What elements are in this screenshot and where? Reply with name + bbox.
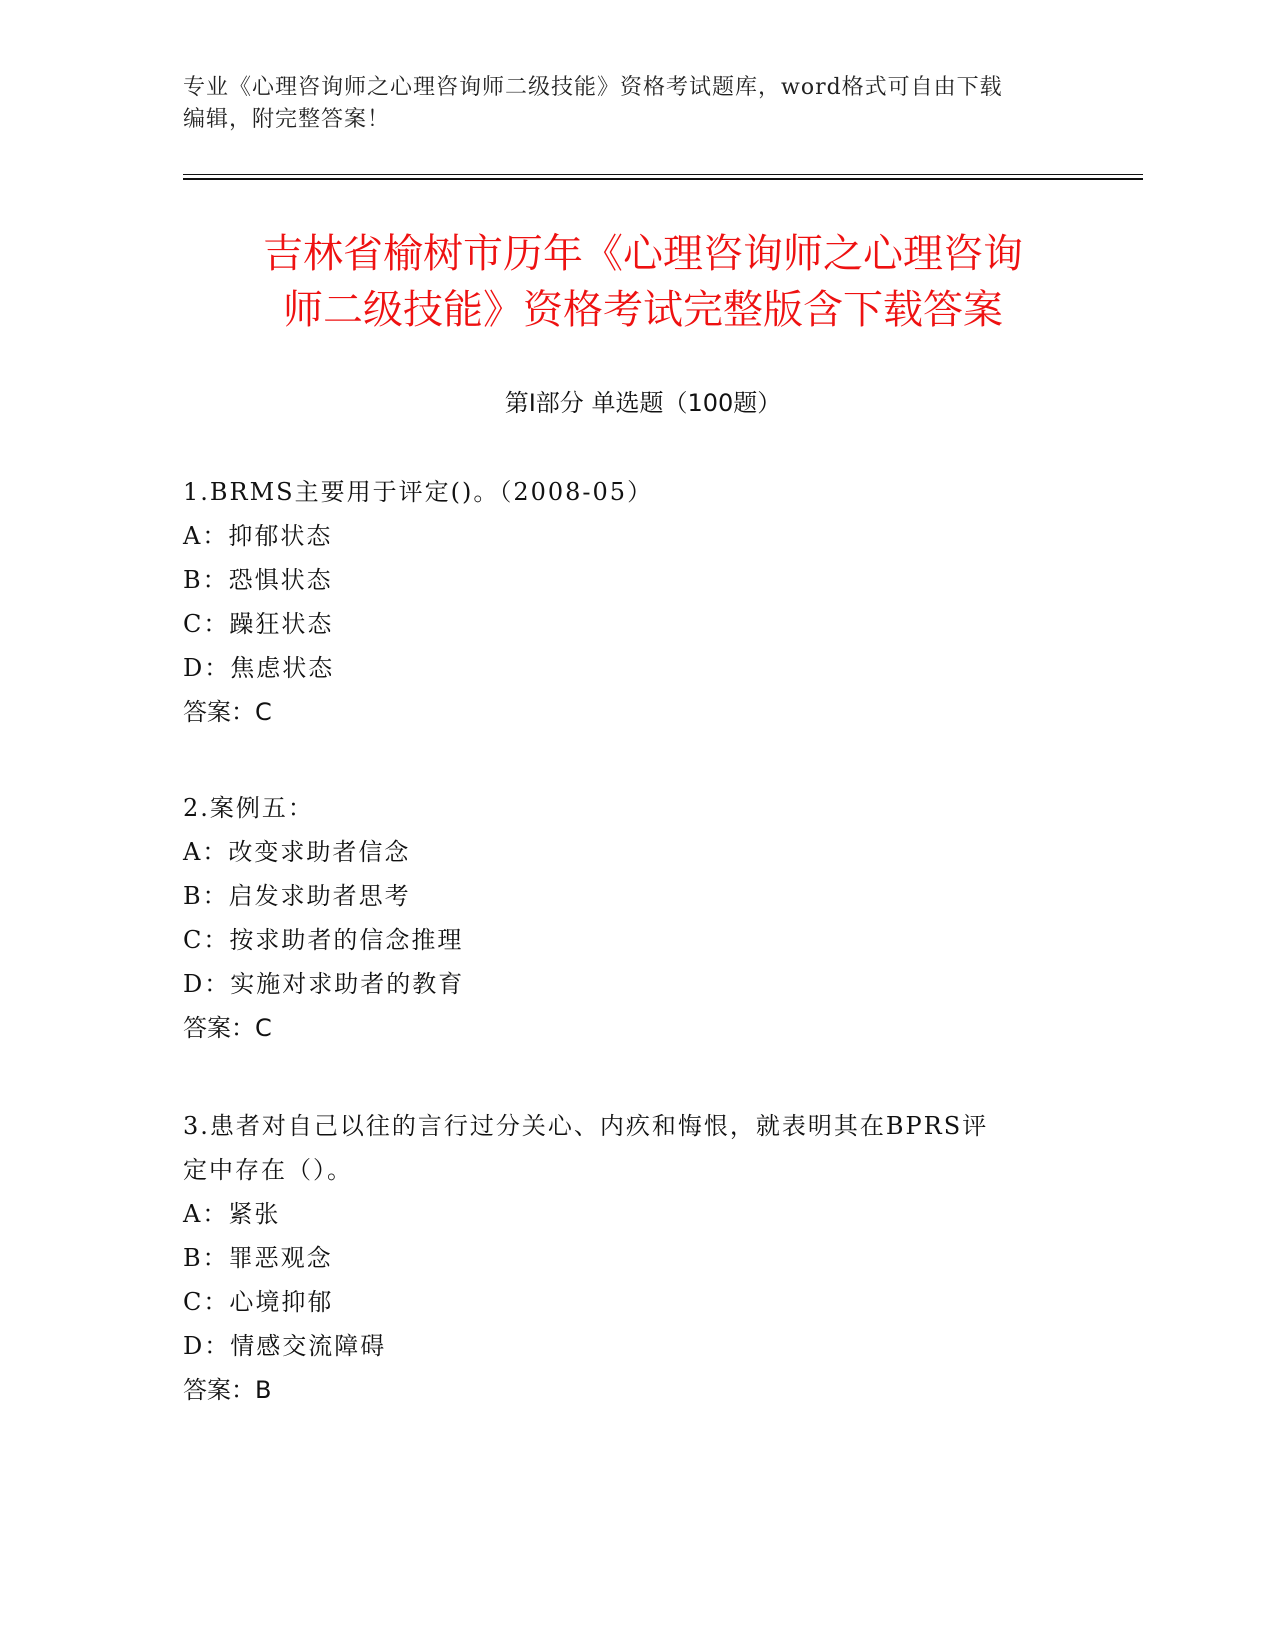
header-note [183, 72, 1063, 136]
question-option: C：躁狂状态 [183, 610, 334, 638]
question-option: D：焦虑状态 [183, 654, 335, 682]
question-option: A：紧张 [183, 1200, 281, 1228]
question-item [183, 1104, 1063, 1412]
question-answer: 答案：C [183, 698, 272, 726]
document-title [183, 226, 1103, 338]
header-note-line: 专业《心理咨询师之心理咨询师二级技能》资格考试题库，word格式可自由下载 [183, 75, 1003, 100]
section-title: 第Ⅰ部分 单选题（100题） [504, 389, 782, 417]
question-stem: 定中存在（）。 [183, 1156, 353, 1184]
question-answer: 答案：B [183, 1376, 272, 1404]
header-note-line: 编辑，附完整答案！ [183, 107, 391, 132]
question-stem: 1.BRMS主要用于评定()。（2008-05） [183, 478, 654, 506]
question-option: D：实施对求助者的教育 [183, 970, 465, 998]
question-item [183, 786, 1063, 1050]
question-option: B：恐惧状态 [183, 566, 333, 594]
question-option: C：心境抑郁 [183, 1288, 334, 1316]
header-divider [183, 174, 1143, 175]
question-option: A：抑郁状态 [183, 522, 333, 550]
document-title-line: 师二级技能》资格考试完整版含下载答案 [283, 287, 1003, 333]
question-stem: 3.患者对自己以往的言行过分关心、内疚和悔恨，就表明其在BPRS评 [183, 1112, 989, 1140]
question-item [183, 470, 1063, 734]
question-option: B：罪恶观念 [183, 1244, 333, 1272]
question-stem: 2.案例五： [183, 794, 314, 822]
question-answer: 答案：C [183, 1014, 272, 1042]
question-option: D：情感交流障碍 [183, 1332, 387, 1360]
document-title-line: 吉林省榆树市历年《心理咨询师之心理咨询 [263, 231, 1023, 277]
question-option: A：改变求助者信念 [183, 838, 411, 866]
header-divider [183, 178, 1143, 180]
question-option: B：启发求助者思考 [183, 882, 411, 910]
question-option: C：按求助者的信念推理 [183, 926, 464, 954]
